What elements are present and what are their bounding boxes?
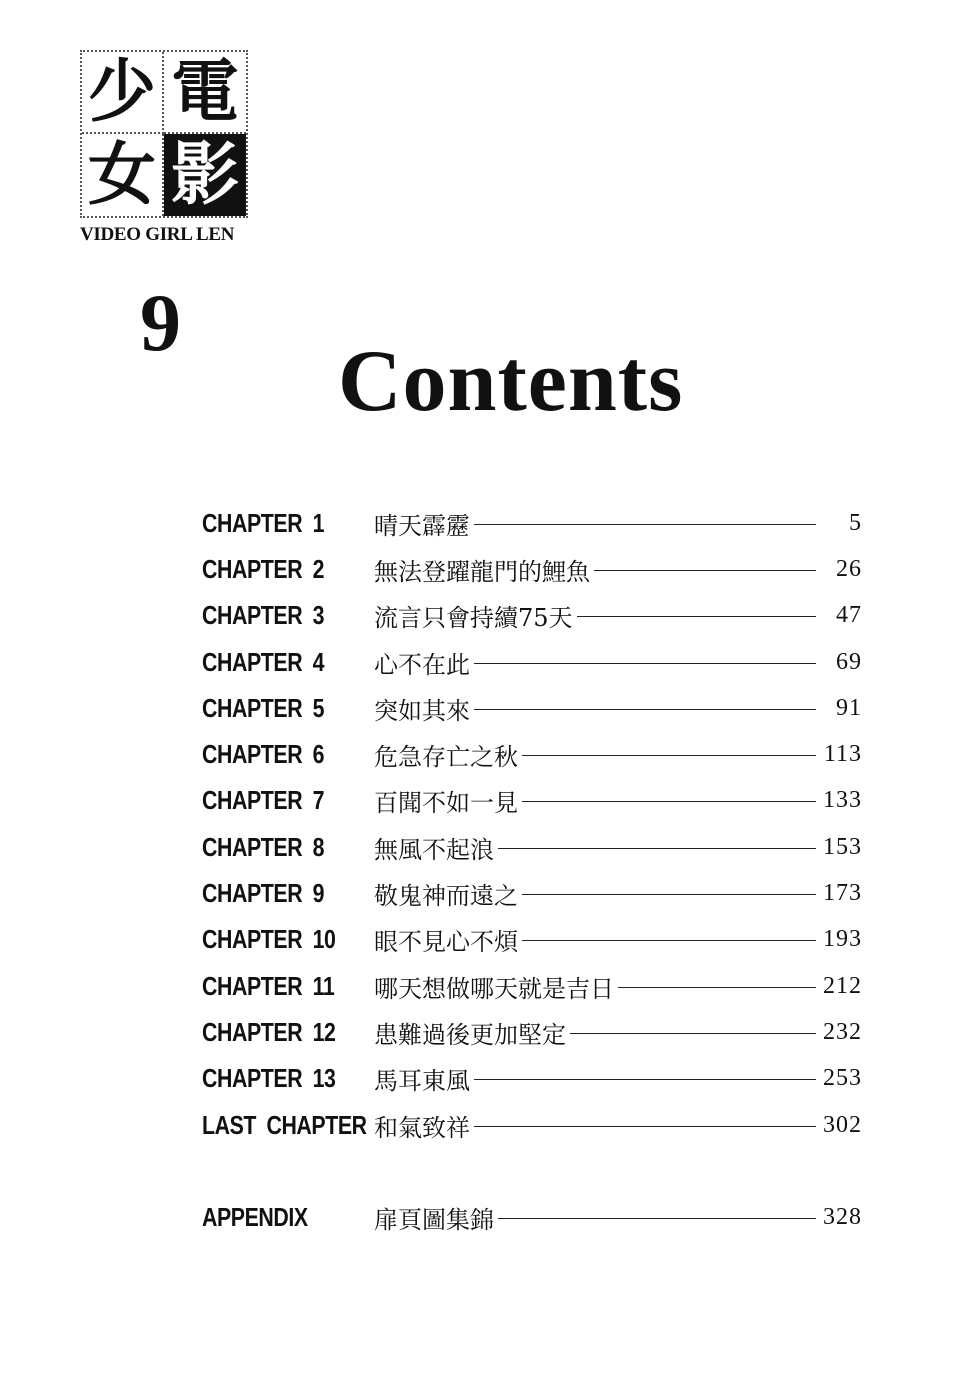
- chapter-title: 眼不見心不煩: [374, 928, 518, 957]
- chapter-label: CHAPTER 1: [202, 507, 325, 538]
- logo-char-3: 女: [82, 134, 164, 216]
- toc-row-chapter-6: [202, 731, 862, 777]
- chapter-label: CHAPTER 3: [202, 600, 325, 631]
- toc-row-chapter-3: [202, 593, 862, 639]
- chapter-title: 危急存亡之秋: [374, 743, 518, 772]
- page-number: 26: [836, 555, 862, 582]
- leader-line: [522, 801, 816, 802]
- page-number: 133: [823, 787, 862, 814]
- page-number: 69: [836, 648, 862, 675]
- toc-row-chapter-2: [202, 546, 862, 592]
- chapter-title: 患難過後更加堅定: [374, 1020, 566, 1049]
- chapter-label: CHAPTER 8: [202, 831, 325, 862]
- chapter-label: CHAPTER 12: [202, 1016, 336, 1047]
- leader-line: [577, 616, 816, 617]
- leader-line: [522, 940, 816, 941]
- appendix-section: [202, 1194, 862, 1240]
- leader-line: [474, 663, 816, 664]
- toc-row-chapter-4: [202, 639, 862, 685]
- page-number: 302: [823, 1111, 862, 1138]
- toc-row-chapter-10: [202, 917, 862, 963]
- chapter-label: CHAPTER 4: [202, 646, 325, 677]
- logo-char-1: 少: [82, 52, 164, 134]
- chapter-label: CHAPTER 10: [202, 924, 336, 955]
- leader-line: [522, 894, 816, 895]
- logo-char-2: 電: [164, 52, 246, 134]
- chapter-label: CHAPTER 13: [202, 1063, 336, 1094]
- leader-line: [570, 1033, 816, 1034]
- toc-row-chapter-11: [202, 963, 862, 1009]
- page-number: 173: [823, 880, 862, 907]
- chapter-title: 晴天霹靂: [374, 511, 470, 540]
- page-number: 232: [823, 1018, 862, 1045]
- page-number: 328: [823, 1203, 862, 1230]
- toc-row-chapter-5: [202, 685, 862, 731]
- logo-char-4: 影: [164, 134, 246, 216]
- leader-line: [522, 755, 816, 756]
- chapter-label: CHAPTER 9: [202, 878, 325, 909]
- chapter-title: 流言只會持續75天: [374, 604, 573, 633]
- volume-number: 9: [140, 277, 181, 368]
- chapter-label: CHAPTER 2: [202, 553, 325, 584]
- series-logo: [80, 50, 248, 218]
- chapter-title: 哪天想做哪天就是吉日: [374, 974, 614, 1003]
- chapter-title: 突如其來: [374, 696, 470, 725]
- toc-row-chapter-7: [202, 778, 862, 824]
- chapter-title: 百聞不如一見: [374, 789, 518, 818]
- leader-line: [474, 524, 816, 525]
- leader-line: [618, 987, 816, 988]
- page-number: 253: [823, 1065, 862, 1092]
- toc-row-appendix: [202, 1194, 862, 1240]
- chapter-title: 敬鬼神而遠之: [374, 882, 518, 911]
- appendix-title: 扉頁圖集錦: [374, 1205, 494, 1234]
- page-number: 212: [823, 972, 862, 999]
- toc-row-chapter-1: [202, 500, 862, 546]
- page-number: 153: [823, 833, 862, 860]
- chapter-title: 心不在此: [374, 650, 470, 679]
- toc-row-last-chapter: [202, 1102, 862, 1148]
- toc-row-chapter-8: [202, 824, 862, 870]
- leader-line: [474, 1079, 816, 1080]
- table-of-contents: [202, 500, 862, 1148]
- chapter-label: CHAPTER 5: [202, 692, 325, 723]
- appendix-label: APPENDIX: [202, 1201, 308, 1232]
- page-title: Contents: [338, 333, 684, 430]
- logo-subtitle: VIDEO GIRL LEN: [80, 224, 235, 245]
- toc-row-chapter-13: [202, 1056, 862, 1102]
- page-number: 5: [849, 509, 862, 536]
- page-number: 113: [823, 741, 862, 768]
- leader-line: [498, 848, 816, 849]
- chapter-title: 無法登躍龍門的鯉魚: [374, 557, 590, 586]
- chapter-label: CHAPTER 6: [202, 739, 325, 770]
- page-number: 91: [836, 694, 862, 721]
- chapter-title: 和氣致祥: [374, 1113, 470, 1142]
- toc-row-chapter-12: [202, 1009, 862, 1055]
- leader-line: [594, 570, 816, 571]
- leader-line: [474, 1126, 816, 1127]
- chapter-title: 無風不起浪: [374, 835, 494, 864]
- chapter-title: 馬耳東風: [374, 1067, 470, 1096]
- chapter-label: CHAPTER 11: [202, 970, 335, 1001]
- toc-row-chapter-9: [202, 870, 862, 916]
- page-number: 47: [836, 602, 862, 629]
- leader-line: [498, 1218, 816, 1219]
- chapter-label: LAST CHAPTER: [202, 1109, 367, 1140]
- page-number: 193: [823, 926, 862, 953]
- chapter-label: CHAPTER 7: [202, 785, 325, 816]
- leader-line: [474, 709, 816, 710]
